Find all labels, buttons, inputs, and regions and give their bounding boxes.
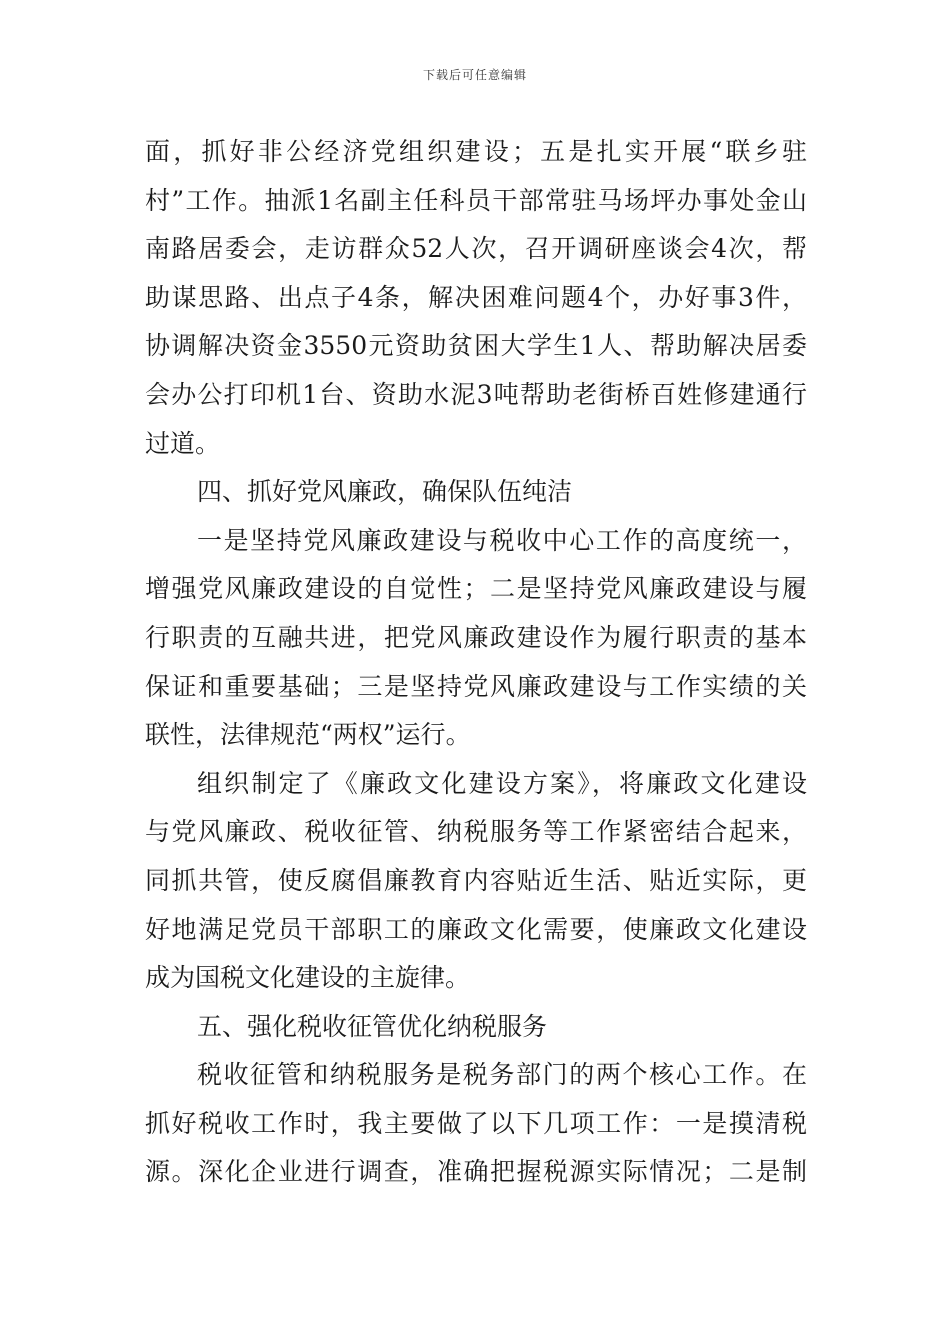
text-line: 源。深化企业进行调查，准确把握税源实际情况；二是制 <box>145 1157 807 1187</box>
text-line: 过道。 <box>145 428 221 458</box>
text-line: 五、强化税收征管优化纳税服务 <box>197 1011 548 1041</box>
text-line: 协调解决资金3550元资助贫困大学生1人、帮助解决居委 <box>145 331 807 361</box>
text-line: 组织制定了《廉政文化建设方案》，将廉政文化建设 <box>197 768 807 798</box>
text-line: 南路居委会，走访群众52人次，召开调研座谈会4次，帮 <box>145 234 807 264</box>
text-line: 同抓共管，使反腐倡廉教育内容贴近生活、贴近实际，更 <box>145 865 807 895</box>
text-line: 村”工作。抽派1名副主任科员干部常驻马场坪办事处金山 <box>145 185 807 215</box>
text-line: 抓好税收工作时，我主要做了以下几项工作：一是摸清税 <box>145 1108 807 1138</box>
text-line: 行职责的互融共进，把党风廉政建设作为履行职责的基本 <box>145 622 807 652</box>
text-line: 联性，法律规范“两权”运行。 <box>145 720 471 750</box>
page-header: 下载后可任意编辑 <box>422 68 527 82</box>
text-line: 面，抓好非公经济党组织建设；五是扎实开展“联乡驻 <box>145 137 807 166</box>
text-line: 好地满足党员干部职工的廉政文化需要，使廉政文化建设 <box>145 914 807 944</box>
text-line: 助谋思路、出点子4条，解决困难问题4个，办好事3件， <box>145 282 807 312</box>
document-body <box>145 128 807 1197</box>
text-line: 四、抓好党风廉政，确保队伍纯洁 <box>197 477 573 507</box>
text-line: 税收征管和纳税服务是税务部门的两个核心工作。在 <box>197 1060 807 1090</box>
text-line: 成为国税文化建设的主旋律。 <box>145 963 471 993</box>
text-line: 保证和重要基础；三是坚持党风廉政建设与工作实绩的关 <box>145 671 807 701</box>
text-line: 与党风廉政、税收征管、纳税服务等工作紧密结合起来， <box>145 817 807 847</box>
text-line: 增强党风廉政建设的自觉性；二是坚持党风廉政建设与履 <box>145 574 807 604</box>
text-line: 一是坚持党风廉政建设与税收中心工作的高度统一， <box>197 525 807 555</box>
text-line: 会办公打印机1台、资助水泥3吨帮助老街桥百姓修建通行 <box>145 379 807 409</box>
